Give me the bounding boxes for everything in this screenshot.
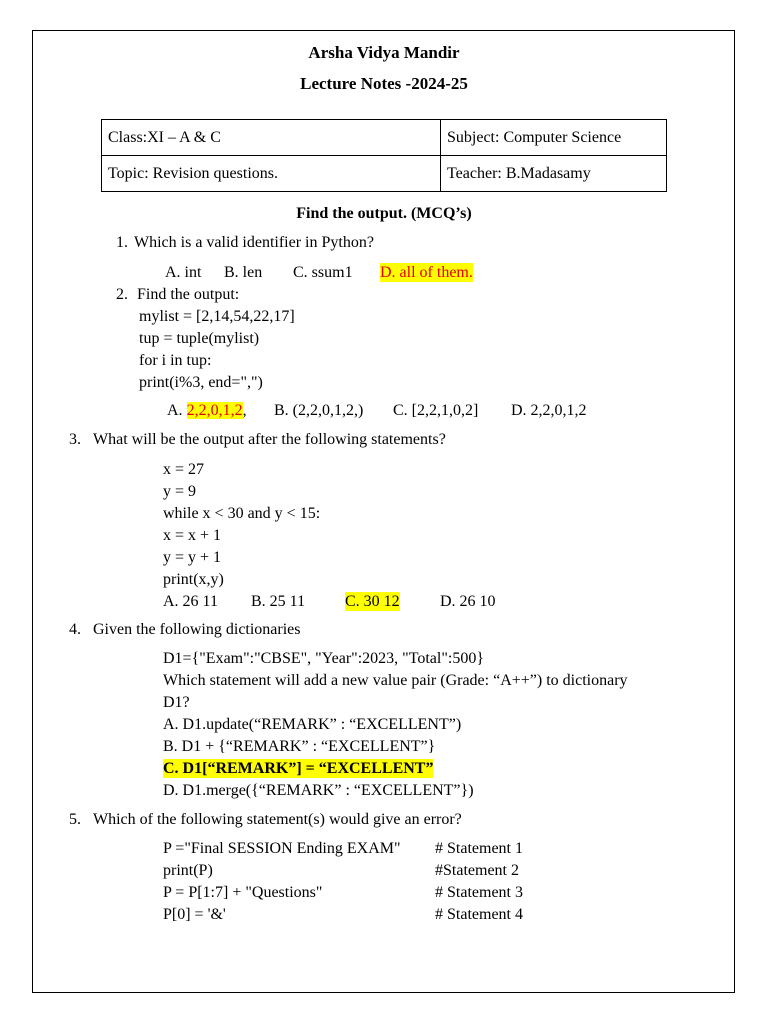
- q4-text: Given the following dictionaries: [93, 621, 301, 638]
- q3-code-line: x = 27: [163, 461, 205, 478]
- q5-code: P = P[1:7] + "Questions": [163, 884, 323, 901]
- q3-code-line: y = 9: [163, 483, 197, 500]
- q1-option-b: B. len: [224, 264, 263, 281]
- q2-option-a: [167, 401, 247, 420]
- q4-number: 4.: [69, 621, 81, 638]
- topic-cell: Topic: Revision questions.: [102, 156, 441, 192]
- q5-comment: # Statement 4: [435, 906, 523, 923]
- q3-code-line: print(x,y): [163, 571, 224, 588]
- q2-option-a-prefix: A.: [167, 402, 183, 419]
- class-cell: Class:XI – A & C: [102, 120, 441, 156]
- lecture-notes-title: Lecture Notes -2024-25: [300, 74, 468, 93]
- info-table: [101, 119, 667, 192]
- q2-option-b: B. (2,2,0,1,2,): [274, 402, 364, 419]
- q5-comment: # Statement 3: [435, 884, 523, 901]
- q4-option-c-answer: C. D1[“REMARK”] = “EXCELLENT”: [163, 760, 434, 777]
- q1-option-d-answer: D. all of them.: [380, 264, 473, 281]
- q2-option-a-answer: 2,2,0,1,2: [186, 402, 243, 419]
- q2-code-line: print(i%3, end=","): [139, 374, 263, 391]
- q3-code-line: y = y + 1: [163, 549, 222, 566]
- q2-option-a-suffix: ,: [242, 402, 247, 419]
- q5-comment: #Statement 2: [435, 862, 519, 879]
- q3-option-d: D. 26 10: [440, 593, 496, 610]
- q2-code-line: tup = tuple(mylist): [139, 330, 260, 347]
- q5-number: 5.: [69, 811, 81, 828]
- q3-number: 3.: [69, 431, 81, 448]
- q2-code-line: mylist = [2,14,54,22,17]: [139, 308, 295, 325]
- q4-option-a: A. D1.update(“REMARK” : “EXCELLENT”): [163, 716, 462, 733]
- q2-code-line: for i in tup:: [139, 352, 212, 369]
- q3-code-line: while x < 30 and y < 15:: [163, 505, 321, 522]
- q5-code: print(P): [163, 862, 213, 879]
- q2-option-c: C. [2,2,1,0,2]: [393, 402, 479, 419]
- q5-code: P ="Final SESSION Ending EXAM": [163, 840, 401, 857]
- q3-option-c-answer: C. 30 12: [345, 593, 400, 610]
- q1-option-c: C. ssum1: [293, 264, 353, 281]
- q4-line: D1?: [163, 694, 190, 711]
- subject-cell: Subject: Computer Science: [441, 120, 667, 156]
- q3-text: What will be the output after the following statements?: [93, 431, 446, 448]
- school-name: Arsha Vidya Mandir: [308, 43, 460, 62]
- q2-number: 2.: [116, 286, 128, 303]
- q5-comment: # Statement 1: [435, 840, 523, 857]
- q4-line: Which statement will add a new value pair (Grade: “A++”) to dictionary: [163, 672, 628, 689]
- q5-text: Which of the following statement(s) would give an error?: [93, 811, 462, 828]
- q4-option-d: D. D1.merge({“REMARK” : “EXCELLENT”}): [163, 782, 474, 799]
- q2-text: Find the output:: [137, 286, 240, 303]
- q1-text: Which is a valid identifier in Python?: [134, 234, 374, 251]
- q4-option-b: B. D1 + {“REMARK” : “EXCELLENT”}: [163, 738, 436, 755]
- section-title: Find the output. (MCQ’s): [296, 205, 472, 222]
- q3-option-b: B. 25 11: [251, 593, 306, 610]
- q4-line: D1={"Exam":"CBSE", "Year":2023, "Total":500}: [163, 650, 484, 667]
- q1-option-a: A. int: [165, 264, 202, 281]
- q3-code-line: x = x + 1: [163, 527, 222, 544]
- teacher-cell: Teacher: B.Madasamy: [441, 156, 667, 192]
- q5-code: P[0] = '&': [163, 906, 226, 923]
- q3-option-a: A. 26 11: [163, 593, 218, 610]
- q1-number: 1.: [116, 234, 128, 251]
- q2-option-d: D. 2,2,0,1,2: [511, 402, 587, 419]
